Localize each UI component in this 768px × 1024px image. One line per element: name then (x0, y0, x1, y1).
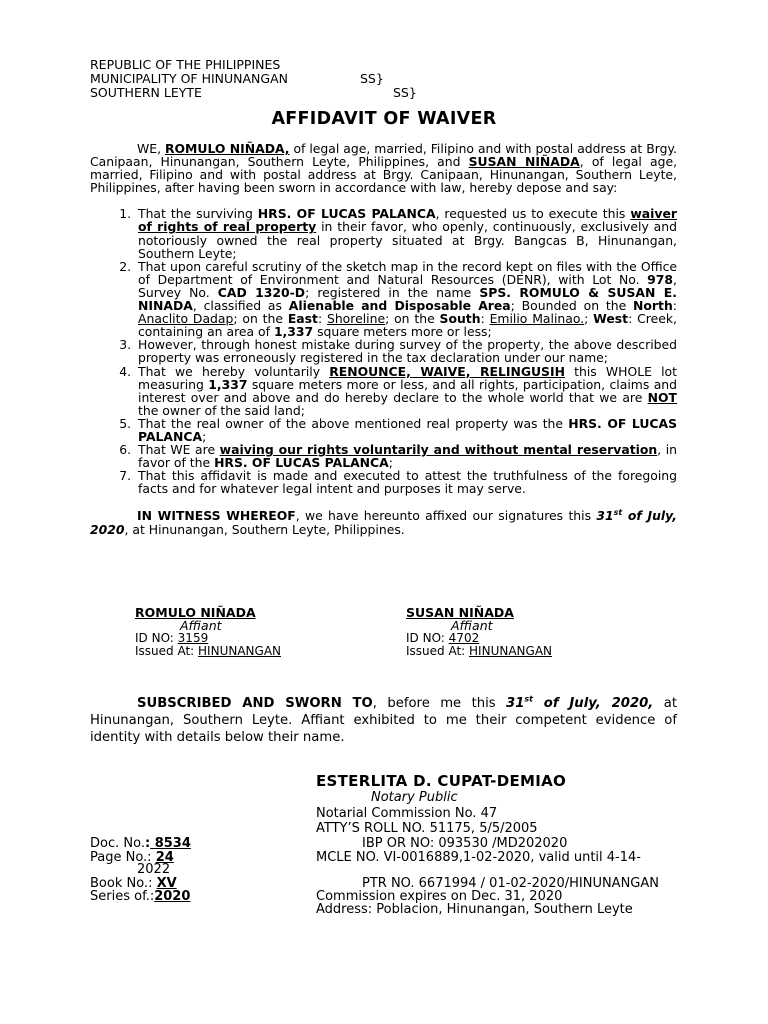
ibp-number: IBP OR NO: 093530 /MD202020 (362, 836, 568, 851)
notary-address: Address: Poblacion, Hinunangan, Southern Leyte (316, 902, 633, 917)
list-item: 1. That the surviving HRS. OF LUCAS PALANCA, requested us to execute this waiver of rights of real property in their favor, who openly, continuously, exclusively and notoriously owned the real property situated at Brgy. Bangcas B, Hinunangan, Southern Leyte; (135, 207, 677, 259)
issued-at: HINUNANGAN (469, 643, 552, 658)
list-item: 5. That the real owner of the above mentioned real property was the HRS. OF LUCAS PALANCA; (135, 417, 677, 443)
id-number: 4702 (448, 631, 480, 645)
notarial-commission: Notarial Commission No. 47 (316, 806, 498, 821)
doc-number: Doc. No.: 8534 (90, 836, 191, 851)
list-item: 4. That we hereby voluntarily RENOUNCE, WAIVE, RELINGUSIH this WHOLE lot measuring 1,337 square meters more or less, and all rights, participation, claims and interest over and above and do hereby declare to the whole world that we are NOT the owner of the said land; (135, 365, 677, 417)
venue-header (90, 57, 417, 100)
attorney-roll: ATTY’S ROLL NO. 51175, 5/5/2005 (316, 821, 538, 836)
ptr-number: PTR NO. 6671994 / 01-02-2020/HINUNANGAN (362, 876, 659, 891)
id-number: 3159 (177, 631, 209, 645)
page-number: Page No.: 24 (90, 850, 174, 865)
book-number: Book No.: XV (90, 876, 177, 891)
affiant-name: ROMULO NIÑADA, (164, 141, 290, 156)
notary-role: Notary Public (371, 790, 458, 805)
affiant-role: Affiant (180, 617, 222, 633)
list-item: 3. However, through honest mistake during survey of the property, the above described property was erroneously registered in the tax declaration under our name; (135, 338, 677, 364)
depositions-list (90, 207, 677, 495)
notary-name: ESTERLITA D. CUPAT-DEMIAO (316, 772, 567, 790)
affidavit-body (90, 142, 677, 536)
document-title: AFFIDAVIT OF WAIVER (271, 109, 497, 129)
issued-at: HINUNANGAN (198, 643, 281, 658)
ss-mark: SS} (360, 71, 384, 86)
mcle-year: 2022 (137, 862, 171, 877)
series-year: Series of.:2020 (90, 889, 191, 904)
list-item: 6. That WE are waiving our rights voluntarily and without mental reservation, in favor of the HRS. OF LUCAS PALANCA; (135, 443, 677, 469)
affiant-role: Affiant (451, 617, 493, 633)
mcle-number: MCLE NO. VI-0016889,1-02-2020, valid until 4-14- (316, 850, 641, 865)
affiant-signature-block: SUSAN NIÑADA Affiant ID NO: 4702 Issued At: HINUNANGAN (406, 605, 552, 658)
affiant-name: SUSAN NIÑADA (468, 154, 580, 170)
witness-paragraph: IN WITNESS WHEREOF, we have hereunto affixed our signatures this 31st of July, 2020, at Hinunangan, Southern Leyte, Philippines. (90, 508, 677, 537)
affiant-signature-block: ROMULO NIÑADA Affiant ID NO: 3159 Issued At: HINUNANGAN (135, 605, 281, 658)
intro-paragraph: WE, ROMULO NIÑADA, of legal age, married, Filipino and with postal address at Brgy. Canipaan, Hinunangan, Southern Leyte, Philippines, and SUSAN NIÑADA, of legal age, married, Filipino and with postal address at Brgy. Canipaan, Hinunangan, Southern Leyte, Philippines, after having been sworn in accordance with law, hereby depose and say: (90, 141, 678, 196)
header-line-province: SOUTHERN LEYTE (90, 85, 202, 100)
header-line-municipality: MUNICIPALITY OF HINUNANGAN (90, 71, 288, 86)
list-item: 2. That upon careful scrutiny of the sketch map in the record kept on files with the Office of Department of Environment and Natural Resources (DENR), with Lot No. 978, Survey No. CAD 1320-D; registered in the name SPS. ROMULO & SUSAN E. NINADA, classified as Alienable and Disposable Area; Bounded on the North: Anaclito Dadap; on the East: Shoreline; on the South: Emilio Malinao.; West: Creek, containing an area of 1,337 square meters more or less; (135, 260, 677, 339)
jurat-paragraph: SUBSCRIBED AND SWORN TO, before me this 31st of July, 2020, at Hinunangan, Southern Leyte. Affiant exhibited to me their competent evidence of identity with details below their name. (90, 694, 677, 745)
affiant-name: SUSAN NIÑADA (406, 605, 514, 620)
affiant-name: ROMULO NIÑADA (135, 605, 256, 620)
header-line-republic: REPUBLIC OF THE PHILIPPINES (90, 57, 281, 72)
commission-expiry: Commission expires on Dec. 31, 2020 (316, 889, 563, 904)
ss-mark: SS} (393, 85, 417, 100)
list-item: 7. That this affidavit is made and executed to attest the truthfulness of the foregoing facts and for whatever legal intent and purposes it may serve. (135, 469, 677, 495)
